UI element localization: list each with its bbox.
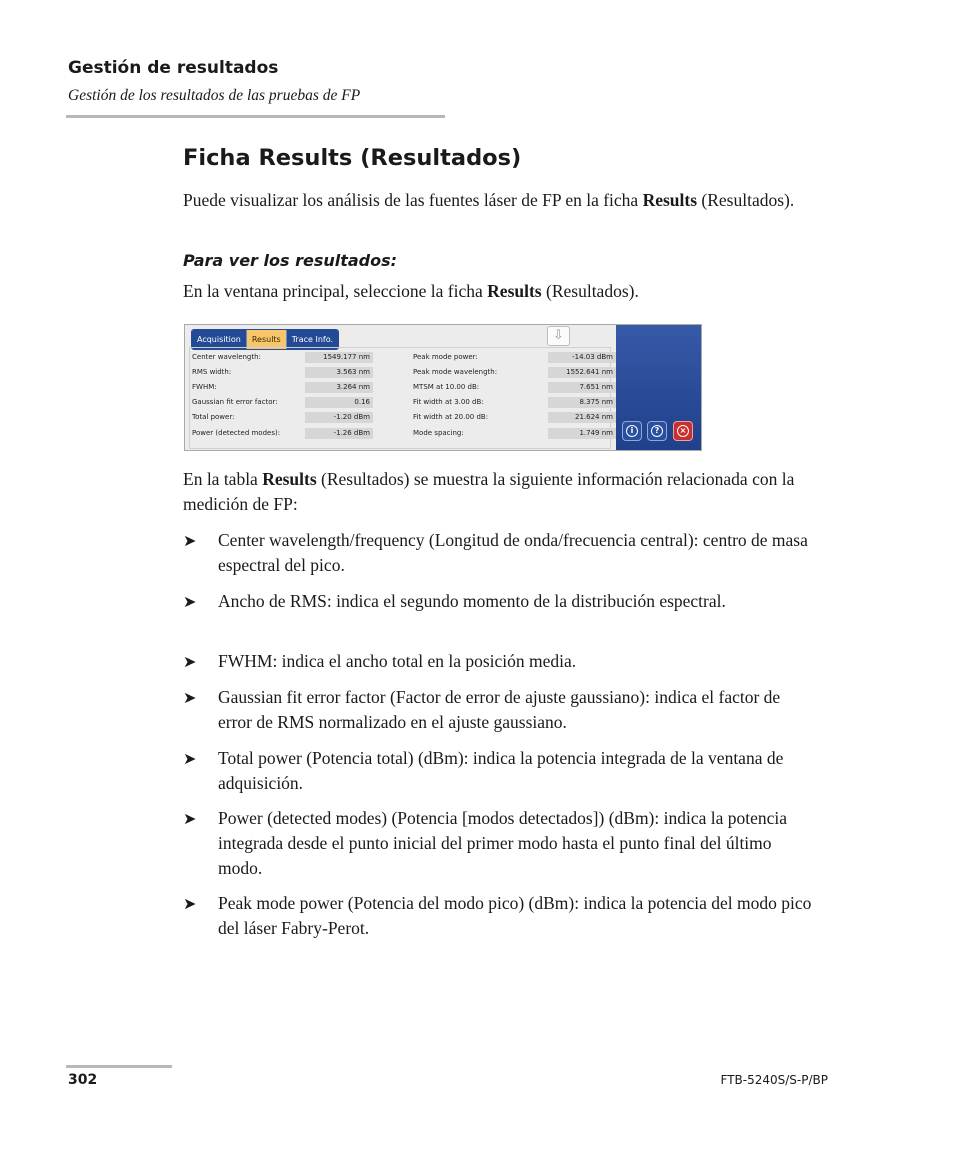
row-label: Fit width at 20.00 dB: (413, 413, 489, 421)
row-value: 8.375 nm (548, 397, 616, 408)
help-icon: ? (651, 425, 663, 437)
row-label: Center wavelength: (192, 353, 261, 361)
side-panel (616, 325, 701, 450)
row-value: -1.26 dBm (305, 428, 373, 439)
row-label: Peak mode power: (413, 353, 478, 361)
intro-text-1: Puede visualizar los análisis de las fuentes láser de FP en la ficha (183, 190, 643, 210)
tab-trace-info[interactable]: Trace Info. (287, 330, 338, 349)
row-label: MTSM at 10.00 dB: (413, 383, 480, 391)
table-intro-bold: Results (262, 469, 317, 489)
row-value: -14.03 dBm (548, 352, 616, 363)
list-item-text: FWHM: indica el ancho total en la posición media. (218, 651, 577, 671)
row-value: 1.749 nm (548, 428, 616, 439)
info-icon: i (626, 425, 638, 437)
info-button[interactable] (622, 421, 642, 441)
row-value: 3.563 nm (305, 367, 373, 378)
bullet-arrow-icon: ➤ (183, 894, 197, 913)
table-intro-text-2: (Resultados) se muestra la siguiente información relacionada con la medición de FP: (183, 469, 795, 514)
row-value: 0.16 (305, 397, 373, 408)
list-item-text: Center wavelength/frequency (Longitud de onda/frecuencia central): centro de masa espectral del pico. (218, 530, 808, 575)
tab-acquisition[interactable]: Acquisition (192, 330, 247, 349)
row-label: RMS width: (192, 368, 232, 376)
bullet-arrow-icon: ➤ (183, 592, 197, 611)
list-item-text: Gaussian fit error factor (Factor de error de ajuste gaussiano): indica el factor de error de RMS normalizado en el ajuste gaussiano. (218, 687, 781, 732)
row-label: FWHM: (192, 383, 217, 391)
list-item-text: Peak mode power (Potencia del modo pico) (dBm): indica la potencia del modo pico del láser Fabry-Perot. (218, 893, 812, 938)
help-button[interactable] (647, 421, 667, 441)
tab-results[interactable]: Results (247, 330, 287, 349)
close-button[interactable] (673, 421, 693, 441)
list-item-text: Total power (Potencia total) (dBm): indica la potencia integrada de la ventana de adquisición. (218, 748, 784, 793)
footer-divider (66, 1065, 172, 1068)
running-header-title: Gestión de resultados (68, 58, 279, 78)
close-icon: × (677, 425, 689, 437)
bullet-arrow-icon: ➤ (183, 688, 197, 707)
download-arrow-icon[interactable]: ⇩ (547, 326, 570, 346)
row-label: Gaussian fit error factor: (192, 398, 278, 406)
intro-bold: Results (642, 190, 698, 210)
row-value: -1.20 dBm (305, 412, 373, 423)
procedure-title: Para ver los resultados: (183, 251, 398, 270)
page-number: 302 (68, 1072, 98, 1088)
intro-text-2: (Resultados). (697, 190, 795, 210)
step-bold: Results (487, 281, 542, 301)
list-item-text: Power (detected modes) (Potencia [modos detectados]) (dBm): indica la potencia integrada desde el punto inicial del primer modo hasta el punto final del último modo. (218, 808, 788, 878)
row-value: 7.651 nm (548, 382, 616, 393)
results-tab-screenshot (184, 324, 702, 451)
results-panel (185, 325, 616, 450)
intro-paragraph (183, 188, 823, 213)
bullet-arrow-icon: ➤ (183, 749, 197, 768)
step-text-1: En la ventana principal, seleccione la ficha (183, 281, 488, 301)
table-intro-text-1: En la tabla (183, 469, 263, 489)
running-header-subtitle: Gestión de los resultados de las pruebas de FP (68, 87, 361, 104)
bullet-arrow-icon: ➤ (183, 531, 197, 550)
bullet-arrow-icon: ➤ (183, 809, 197, 828)
row-label: Total power: (192, 413, 235, 421)
row-label: Fit width at 3.00 dB: (413, 398, 484, 406)
row-label: Power (detected modes): (192, 429, 281, 437)
section-title: Ficha Results (Resultados) (183, 145, 522, 171)
row-value: 1549.177 nm (305, 352, 373, 363)
bullet-arrow-icon: ➤ (183, 652, 197, 671)
row-label: Mode spacing: (413, 429, 464, 437)
row-value: 1552.641 nm (548, 367, 616, 378)
row-label: Peak mode wavelength: (413, 368, 498, 376)
row-value: 3.264 nm (305, 382, 373, 393)
table-intro-paragraph (183, 467, 823, 517)
step-text-2: (Resultados). (541, 281, 639, 301)
footer-model: FTB-5240S/S-P/BP (720, 1073, 828, 1087)
header-divider (66, 115, 445, 118)
list-item-text: Ancho de RMS: indica el segundo momento de la distribución espectral. (218, 591, 726, 611)
step-paragraph (183, 279, 823, 304)
row-value: 21.624 nm (548, 412, 616, 423)
